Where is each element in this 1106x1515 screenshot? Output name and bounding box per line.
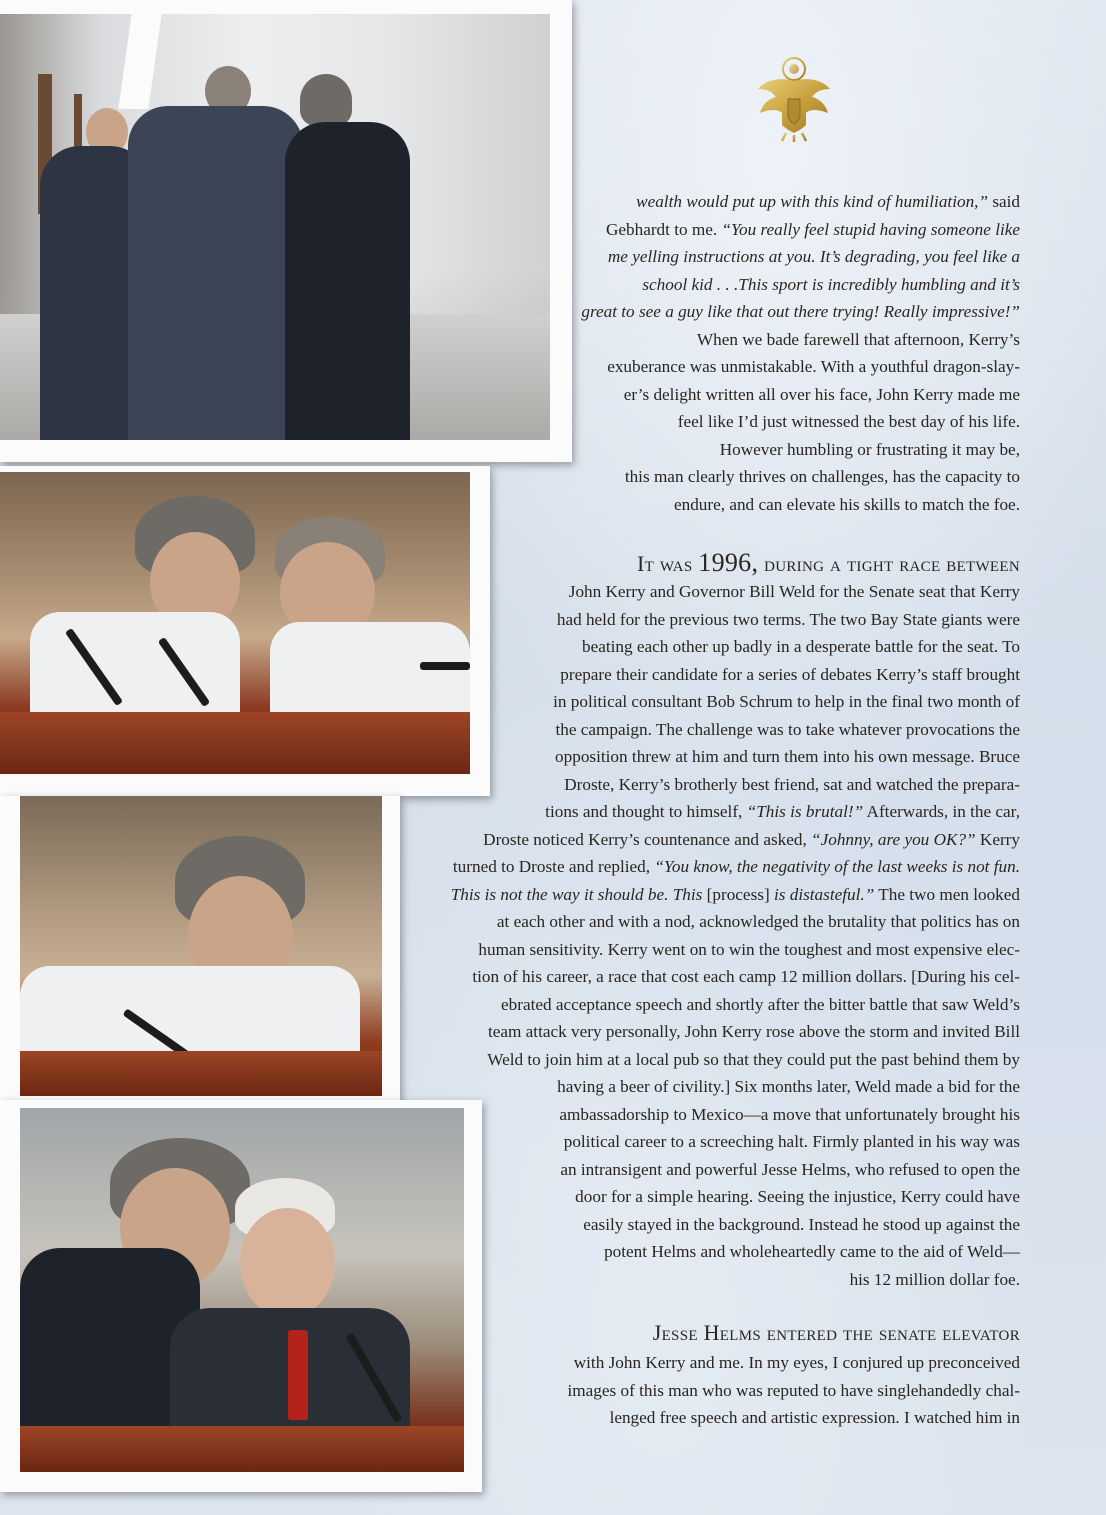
text-line: the campaign. The challenge was to take whatever provocations the <box>555 719 1020 739</box>
hearing-photo-2 <box>0 796 400 1114</box>
text-line: this man clearly thrives on challenges, has the capacity to <box>624 467 1020 486</box>
text-line: Weld to join him at a local pub so that they could put the past behind them by <box>487 1049 1020 1069</box>
heading-rest: during a tight race between <box>764 551 1020 576</box>
text-line: Droste, Kerry’s brotherly best friend, sat and watched the prepara- <box>564 774 1020 794</box>
text-line: endure, and can elevate his skills to match the foe. <box>673 494 1020 514</box>
text-line: human sensitivity. Kerry went on to win the toughest and most expensive elec- <box>478 939 1020 959</box>
text-run: Afterwards, in the car, <box>863 802 1020 821</box>
text-run: tions and thought to himself, <box>545 802 747 821</box>
text-line: exuberance was unmistakable. With a youthful dragon-slay- <box>607 357 1020 376</box>
text-line: feel like I’d just witnessed the best day of his life. <box>677 412 1020 431</box>
text-line: team attack very personally, John Kerry rose above the storm and invited Bill <box>487 1022 1020 1041</box>
eagle-seal-icon <box>752 55 836 143</box>
text-line: with John Kerry and me. In my eyes, I conjured up preconceived <box>573 1353 1020 1372</box>
text-line: potent Helms and wholeheartedly came to the aid of Weld— <box>604 1242 1020 1261</box>
text-line: tion of his career, a race that cost each camp 12 million dollars. [During his cel- <box>472 967 1020 986</box>
text-line: images of this man who was reputed to have singlehandedly chal- <box>567 1380 1020 1400</box>
text-run: Droste noticed Kerry’s countenance and asked, <box>483 829 812 849</box>
text-line <box>410 853 1020 881</box>
text-run: Kerry <box>975 829 1020 849</box>
italic-quote: is distasteful.” <box>773 884 875 904</box>
italic-quote: “Johnny, are you OK?” <box>811 829 976 849</box>
text-line: prepare their candidate for a series of debates Kerry’s staff brought <box>560 664 1020 684</box>
text-line: great to see a guy like that out there trying! Really impressive!” <box>581 302 1020 321</box>
text-line: When we bade farewell that afternoon, Kerry’s <box>696 329 1020 349</box>
hearing-photo-1-image <box>0 472 470 774</box>
text-line: John Kerry and Governor Bill Weld for the Senate seat that Kerry <box>568 582 1020 601</box>
text-line: ambassadorship to Mexico—a move that unfortunately brought his <box>559 1104 1020 1124</box>
text-run: turned to Droste and replied, <box>452 857 655 876</box>
paragraph-continued <box>410 188 1020 518</box>
section-helms-body <box>410 1349 1020 1432</box>
text-run: said <box>988 192 1020 211</box>
italic-quote: “You really feel stupid having someone like <box>721 219 1020 239</box>
italic-quote: “You know, the negativity of the last weeks is not fun. <box>654 857 1020 876</box>
hearing-photo-3-image <box>20 1108 464 1472</box>
hearing-photo-2-image <box>20 796 382 1096</box>
text-line: However humbling or frustrating it may be, <box>719 439 1020 459</box>
italic-quote: This is not the way it should be. This <box>450 884 703 904</box>
text-line: door for a simple hearing. Seeing the injustice, Kerry could have <box>575 1187 1020 1206</box>
heading-lead: It was <box>637 551 693 576</box>
text-line: at each other and with a nod, acknowledged the brutality that politics has on <box>496 912 1020 931</box>
text-line: easily stayed in the background. Instead he stood up against the <box>583 1214 1020 1234</box>
text-line: had held for the previous two terms. The two Bay State giants were <box>556 609 1020 629</box>
text-line: an intransigent and powerful Jesse Helms, who refused to open the <box>560 1159 1020 1179</box>
section-heading: Jesse Helms entered the senate elevator <box>652 1320 1020 1345</box>
text-line <box>410 798 1020 826</box>
text-line: his 12 million dollar foe. <box>849 1269 1020 1289</box>
section-1996-body <box>410 578 1020 1293</box>
italic-quote: wealth would put up with this kind of humiliation,” <box>636 192 989 211</box>
text-line: beating each other up badly in a desperate battle for the seat. To <box>581 637 1020 656</box>
section-heading <box>410 548 1020 579</box>
italic-quote: “This is brutal!” <box>746 802 864 821</box>
text-line: me yelling instructions at you. It’s degrading, you feel like a <box>607 247 1020 266</box>
text-line: in political consultant Bob Schrum to help in the final two month of <box>553 692 1020 711</box>
section-1996-race <box>410 548 1020 579</box>
heading-year: 1996, <box>698 548 759 577</box>
text-line: er’s delight written all over his face, John Kerry made me <box>623 384 1020 404</box>
text-line: political career to a screeching halt. Firmly planted in his way was <box>563 1132 1020 1151</box>
text-run: Gebhardt to me. <box>605 219 722 239</box>
section-helms-elevator <box>410 1318 1020 1348</box>
text-line <box>410 188 1020 216</box>
text-run: [process] <box>702 884 774 904</box>
text-run: The two men looked <box>874 884 1020 904</box>
text-line: school kid . . .This sport is incredibly humbling and it’s <box>642 274 1020 294</box>
text-line <box>410 881 1020 909</box>
text-line: ebrated acceptance speech and shortly after the bitter battle that saw Weld’s <box>501 994 1020 1014</box>
text-line: having a beer of civility.] Six months later, Weld made a bid for the <box>557 1077 1020 1096</box>
text-line: opposition threw at him and turn them into his own message. Bruce <box>555 747 1020 766</box>
text-line: lenged free speech and artistic expression. I watched him in <box>609 1408 1020 1427</box>
text-line <box>410 826 1020 854</box>
text-line <box>410 216 1020 244</box>
